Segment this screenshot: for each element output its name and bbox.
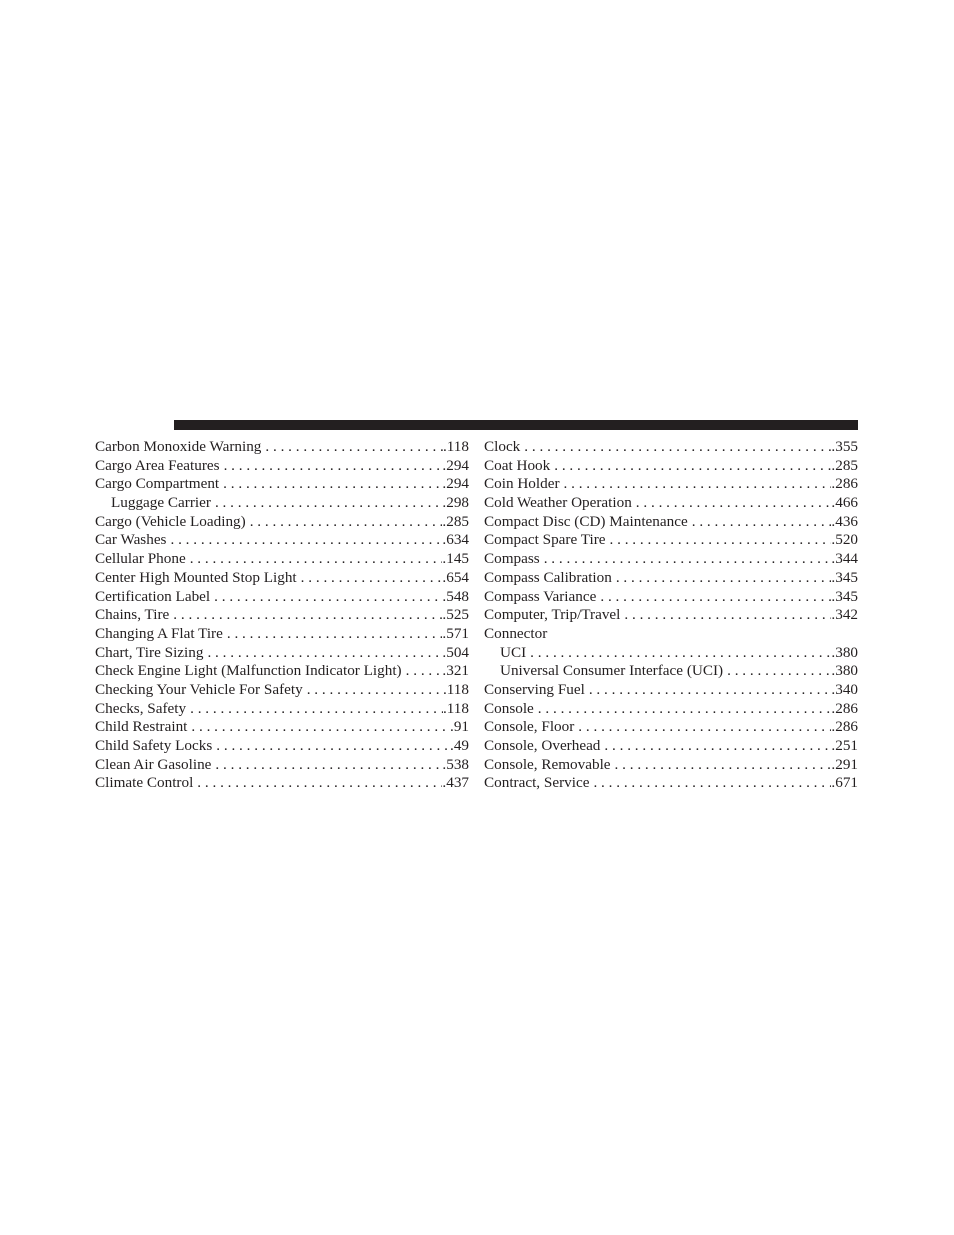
page-number: .538 (442, 755, 469, 773)
dot-leader (250, 513, 443, 532)
dot-leader (615, 756, 832, 775)
page-number: .571 (442, 624, 469, 642)
dot-leader (190, 700, 443, 719)
page-number: .285 (831, 456, 858, 474)
index-entry (95, 737, 469, 756)
index-entry (484, 438, 858, 457)
index-term: Climate Control (95, 774, 194, 792)
section-header-bar (174, 420, 858, 430)
dot-leader (265, 438, 443, 457)
dot-leader (197, 774, 442, 793)
dot-leader (524, 438, 831, 457)
index-entry (484, 718, 858, 737)
index-column-right (484, 438, 858, 793)
index-entry (484, 531, 858, 550)
index-entry (484, 737, 858, 756)
page-number: .520 (831, 531, 858, 549)
page-number: .298 (442, 494, 469, 512)
index-entry (95, 662, 469, 681)
index-entry (95, 625, 469, 644)
page-number: .294 (442, 475, 469, 493)
index-entry (484, 494, 858, 513)
index-term: Conserving Fuel (484, 680, 585, 698)
page-number: .504 (442, 643, 469, 661)
index-entry (95, 438, 469, 457)
dot-leader (578, 718, 831, 737)
index-term: Coin Holder (484, 475, 560, 493)
page-number: .466 (831, 494, 858, 512)
index-term: Checks, Safety (95, 699, 187, 717)
page-number: .49 (450, 737, 469, 754)
index-term: Child Safety Locks (95, 737, 213, 754)
index-term: Console, Floor (484, 718, 575, 736)
index-entry (484, 588, 858, 607)
index-term: Child Restraint (95, 718, 188, 736)
index-entry (484, 625, 858, 644)
dot-leader (406, 662, 443, 681)
dot-leader (224, 457, 443, 476)
index-term: Compass (484, 550, 540, 568)
index-column-left (95, 438, 469, 793)
dot-leader (227, 625, 443, 644)
index-term: Cargo (Vehicle Loading) (95, 512, 246, 530)
index-term: Center High Mounted Stop Light (95, 568, 297, 586)
dot-leader (301, 569, 443, 588)
index-term: Compass Calibration (484, 568, 612, 586)
index-entry (484, 550, 858, 569)
dot-leader (538, 700, 832, 719)
page-number: .380 (831, 662, 858, 680)
page-number: .118 (442, 699, 469, 717)
index-term: Clean Air Gasoline (95, 755, 212, 773)
index-entry (95, 718, 469, 737)
index-entry (95, 588, 469, 607)
dot-leader (727, 662, 831, 681)
dot-leader (692, 513, 832, 532)
index-term: Console, Removable (484, 755, 611, 773)
index-entry (484, 475, 858, 494)
dot-leader (564, 475, 832, 494)
index-term: Cold Weather Operation (484, 494, 632, 512)
index-term: Carbon Monoxide Warning (95, 438, 262, 455)
page-number: .548 (442, 587, 469, 605)
page-number: .437 (442, 774, 469, 792)
index-term: Checking Your Vehicle For Safety (95, 680, 303, 698)
index-entry (95, 475, 469, 494)
page-number: .91 (450, 718, 469, 736)
dot-leader (593, 774, 831, 793)
index-entry (95, 531, 469, 550)
dot-leader (214, 588, 442, 607)
dot-leader (636, 494, 832, 513)
index-entry (95, 644, 469, 663)
dot-leader (600, 588, 831, 607)
index-entry (484, 662, 858, 681)
index-term: Certification Label (95, 587, 211, 605)
dot-leader (215, 494, 442, 513)
page-number: .286 (831, 475, 858, 493)
page-number: .291 (831, 755, 858, 773)
index-entry (95, 457, 469, 476)
page-number: .525 (442, 606, 469, 624)
index-entry (95, 550, 469, 569)
page-number: .671 (831, 774, 858, 792)
dot-leader (604, 737, 831, 756)
dot-leader (610, 531, 832, 550)
index-term: Car Washes (95, 531, 167, 549)
dot-leader (554, 457, 831, 476)
page-number: .118 (442, 680, 469, 698)
dot-leader (190, 550, 443, 569)
dot-leader (544, 550, 832, 569)
index-entry (95, 569, 469, 588)
page-number: .145 (442, 550, 469, 568)
index-entry (95, 494, 469, 513)
index-entry (484, 644, 858, 663)
index-entry (484, 569, 858, 588)
index-entry (484, 457, 858, 476)
index-entry (95, 681, 469, 700)
page-number: .286 (831, 699, 858, 717)
index-term: Console (484, 699, 534, 717)
index-term: Compact Disc (CD) Maintenance (484, 512, 688, 530)
dot-leader (223, 475, 442, 494)
page-number: .345 (831, 568, 858, 586)
page-number: .654 (442, 568, 469, 586)
page-number: .436 (831, 512, 858, 530)
dot-leader (530, 644, 831, 663)
page-number: .340 (831, 680, 858, 698)
index-term: Cellular Phone (95, 550, 186, 568)
page-number: .344 (831, 550, 858, 568)
page-number: .286 (831, 718, 858, 736)
index-entry (95, 513, 469, 532)
page-number: .634 (442, 531, 469, 549)
index-term: Cargo Area Features (95, 456, 220, 474)
index-term: Computer, Trip/Travel (484, 606, 621, 624)
dot-leader (207, 644, 442, 663)
page-number: .342 (831, 606, 858, 624)
index-entry (484, 513, 858, 532)
index-entry (484, 700, 858, 719)
dot-leader (215, 756, 442, 775)
dot-leader (173, 606, 442, 625)
dot-leader (307, 681, 443, 700)
dot-leader (191, 718, 450, 737)
index-term: Clock (484, 438, 521, 455)
index-entry (484, 756, 858, 775)
dot-leader (170, 531, 442, 550)
index-entry (95, 774, 469, 793)
index-entry (484, 606, 858, 625)
dot-leader (216, 737, 450, 756)
index-term: Chains, Tire (95, 606, 170, 624)
index-term: Console, Overhead (484, 737, 601, 754)
page-number: .294 (442, 456, 469, 474)
index-term: Compact Spare Tire (484, 531, 606, 549)
page-number: .285 (442, 512, 469, 530)
index-term: Check Engine Light (Malfunction Indicator Light) (95, 662, 402, 680)
index-entry (95, 756, 469, 775)
index-term: Changing A Flat Tire (95, 624, 223, 642)
page-number: .251 (831, 737, 858, 754)
dot-leader (589, 681, 832, 700)
index-entry (95, 700, 469, 719)
index-term: Universal Consumer Interface (UCI) (500, 662, 724, 680)
dot-leader (624, 606, 831, 625)
index-term: Chart, Tire Sizing (95, 643, 204, 661)
index-entry (95, 606, 469, 625)
page-number: .321 (442, 662, 469, 680)
index-entry (484, 774, 858, 793)
index-term: Compass Variance (484, 587, 597, 605)
page-number: .380 (831, 643, 858, 661)
page-number: .345 (831, 587, 858, 605)
index-term: Coat Hook (484, 456, 551, 474)
index-term: Cargo Compartment (95, 475, 220, 493)
page-number: .355 (831, 438, 858, 455)
index-term: UCI (500, 643, 527, 661)
page-number: .118 (442, 438, 469, 455)
index-entry (484, 681, 858, 700)
index-term: Contract, Service (484, 774, 590, 792)
dot-leader (616, 569, 832, 588)
index-term: Luggage Carrier (111, 494, 211, 512)
index-term: Connector (484, 624, 548, 642)
